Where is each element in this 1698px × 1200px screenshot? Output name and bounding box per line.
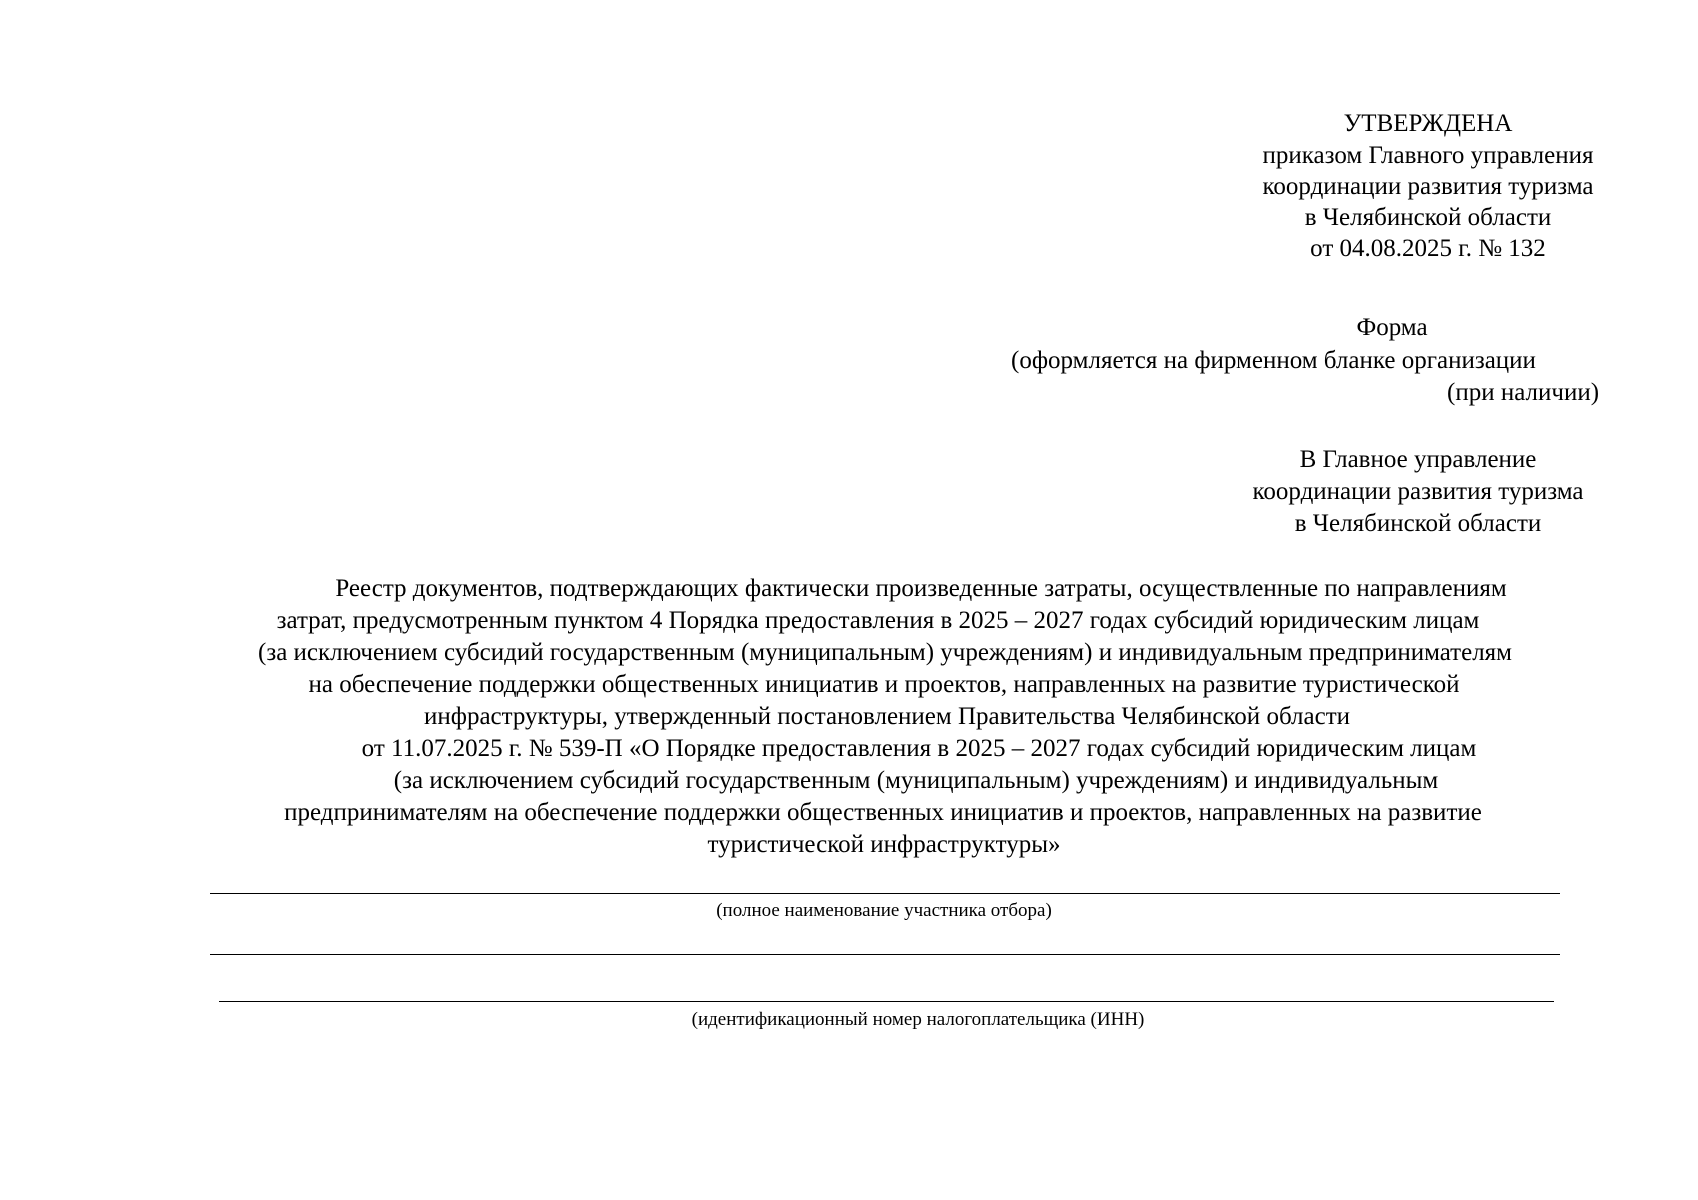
title-line-4: на обеспечение поддержки общественных инициатив и проектов, направленных на развитие туристической: [308, 671, 1460, 698]
form-label: Форма: [1356, 314, 1428, 341]
inn-line: [219, 1001, 1554, 1002]
title-line-6: от 11.07.2025 г. № 539-П «О Порядке предоставления в 2025 – 2027 годах субсидий юридическим лицам: [361, 735, 1477, 762]
form-note-line-2: (при наличии): [1447, 379, 1600, 406]
title-line-8: предпринимателям на обеспечение поддержки общественных инициатив и проектов, направленных на развитие: [284, 799, 1482, 826]
approval-line-2: координации развития туризма: [1262, 173, 1594, 200]
approval-heading: УТВЕРЖДЕНА: [1343, 110, 1513, 137]
title-line-3: (за исключением субсидий государственным (муниципальным) учреждениям) и индивидуальным предпринимателям: [258, 639, 1512, 666]
form-note-line-1: (оформляется на фирменном бланке организации: [1011, 347, 1536, 374]
approval-line-4: от 04.08.2025 г. № 132: [1310, 235, 1546, 262]
title-line-7: (за исключением субсидий государственным (муниципальным) учреждениям) и индивидуальным: [393, 767, 1439, 794]
title-line-9: туристической инфраструктуры»: [707, 831, 1061, 858]
participant-name-line: [210, 893, 1560, 894]
approval-line-1: приказом Главного управления: [1262, 142, 1594, 169]
title-line-1: Реестр документов, подтверждающих фактически произведенные затраты, осуществленные по направлениям: [335, 575, 1507, 602]
participant-name-caption: (полное наименование участника отбора): [716, 900, 1052, 921]
addressee-line-1: В Главное управление: [1299, 446, 1537, 473]
participant-name-line-2: [210, 954, 1560, 955]
inn-caption: (идентификационный номер налогоплательщика (ИНН): [691, 1009, 1145, 1030]
approval-line-3: в Челябинской области: [1304, 204, 1552, 231]
addressee-line-2: координации развития туризма: [1252, 478, 1584, 505]
title-line-5: инфраструктуры, утвержденный постановлением Правительства Челябинской области: [423, 703, 1351, 730]
addressee-line-3: в Челябинской области: [1294, 510, 1542, 537]
title-line-2: затрат, предусмотренным пунктом 4 Порядка предоставления в 2025 – 2027 годах субсидий юридическим лицам: [276, 607, 1480, 634]
